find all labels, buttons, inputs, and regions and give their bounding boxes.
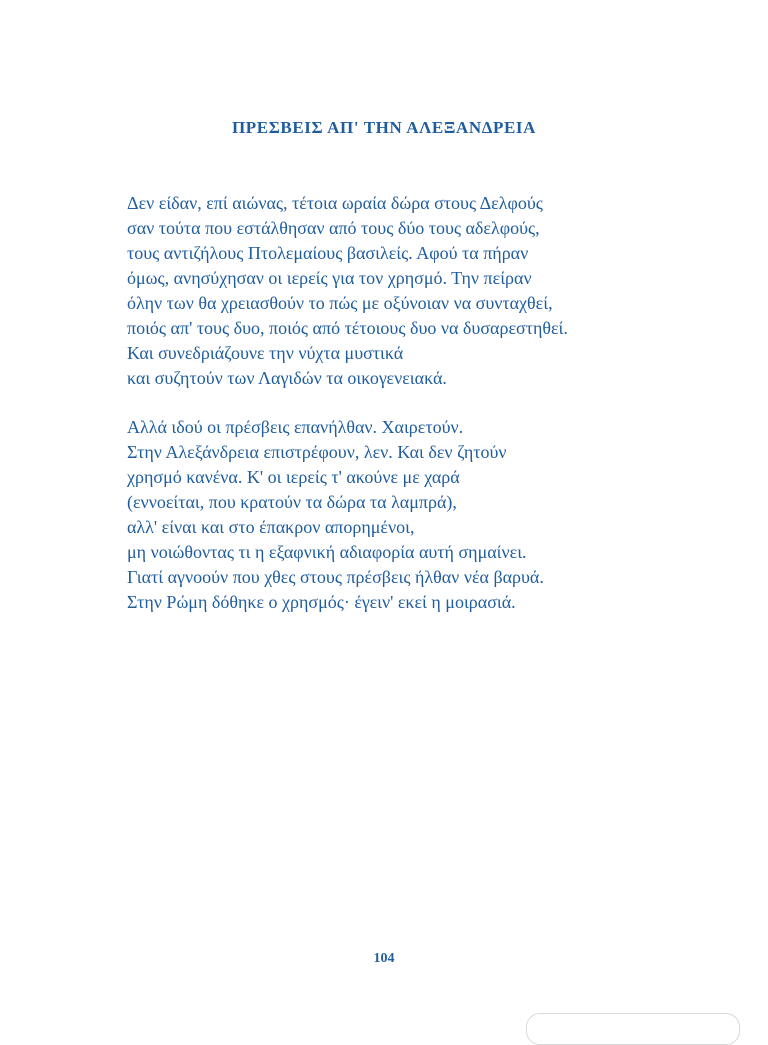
poem-line: Στην Ρώμη δόθηκε ο χρησμός· έγειν' εκεί η μοιρασιά. [127, 592, 516, 612]
poem-line: σαν τούτα που εστάλθησαν από τους δύο τους αδελφούς, [127, 218, 540, 238]
poem-line: ποιός απ' τους δυο, ποιός από τέτοιους δυο να δυσαρεστηθεί. [127, 318, 568, 338]
poem-line: όμως, ανησύχησαν οι ιερείς για τον χρησμό. Την πείραν [127, 268, 532, 288]
poem-title: ΠΡΕΣΒΕΙΣ ΑΠ' ΤΗΝ ΑΛΕΞΑΝΔΡΕΙΑ [231, 118, 537, 137]
poem-line: Γιατί αγνοούν που χθες στους πρέσβεις ήλθαν νέα βαρυά. [127, 567, 544, 587]
poem-line: μη νοιώθοντας τι η εξαφνική αδιαφορία αυτή σημαίνει. [127, 542, 527, 562]
poem-stanza-1 [127, 191, 568, 391]
poem-line: τους αντιζήλους Πτολεμαίους βασιλείς. Αφού τα πήραν [127, 243, 529, 263]
bottom-overlay-handle[interactable] [526, 1013, 740, 1045]
page-number: 104 [373, 951, 395, 966]
poem-line: Αλλά ιδού οι πρέσβεις επανήλθαν. Χαιρετούν. [127, 417, 464, 437]
poem-line: Στην Αλεξάνδρεια επιστρέφουν, λεν. Και δεν ζητούν [127, 442, 507, 462]
poem-line: χρησμό κανένα. Κ' οι ιερείς τ' ακούνε με χαρά [127, 467, 460, 487]
poem-line: όλην των θα χρειασθούν το πώς με οξύνοιαν να συνταχθεί, [127, 293, 553, 313]
poem-line: αλλ' είναι και στο έπακρον απορημένοι, [127, 517, 415, 537]
poem-line: Και συνεδριάζουνε την νύχτα μυστικά [127, 343, 404, 363]
poem-stanza-2 [127, 415, 544, 615]
poem-line: και συζητούν των Λαγιδών τα οικογενειακά. [127, 368, 447, 388]
poem-line: (εννοείται, που κρατούν τα δώρα τα λαμπρά), [127, 492, 457, 512]
poem-line: Δεν είδαν, επί αιώνας, τέτοια ωραία δώρα στους Δελφούς [127, 193, 543, 213]
